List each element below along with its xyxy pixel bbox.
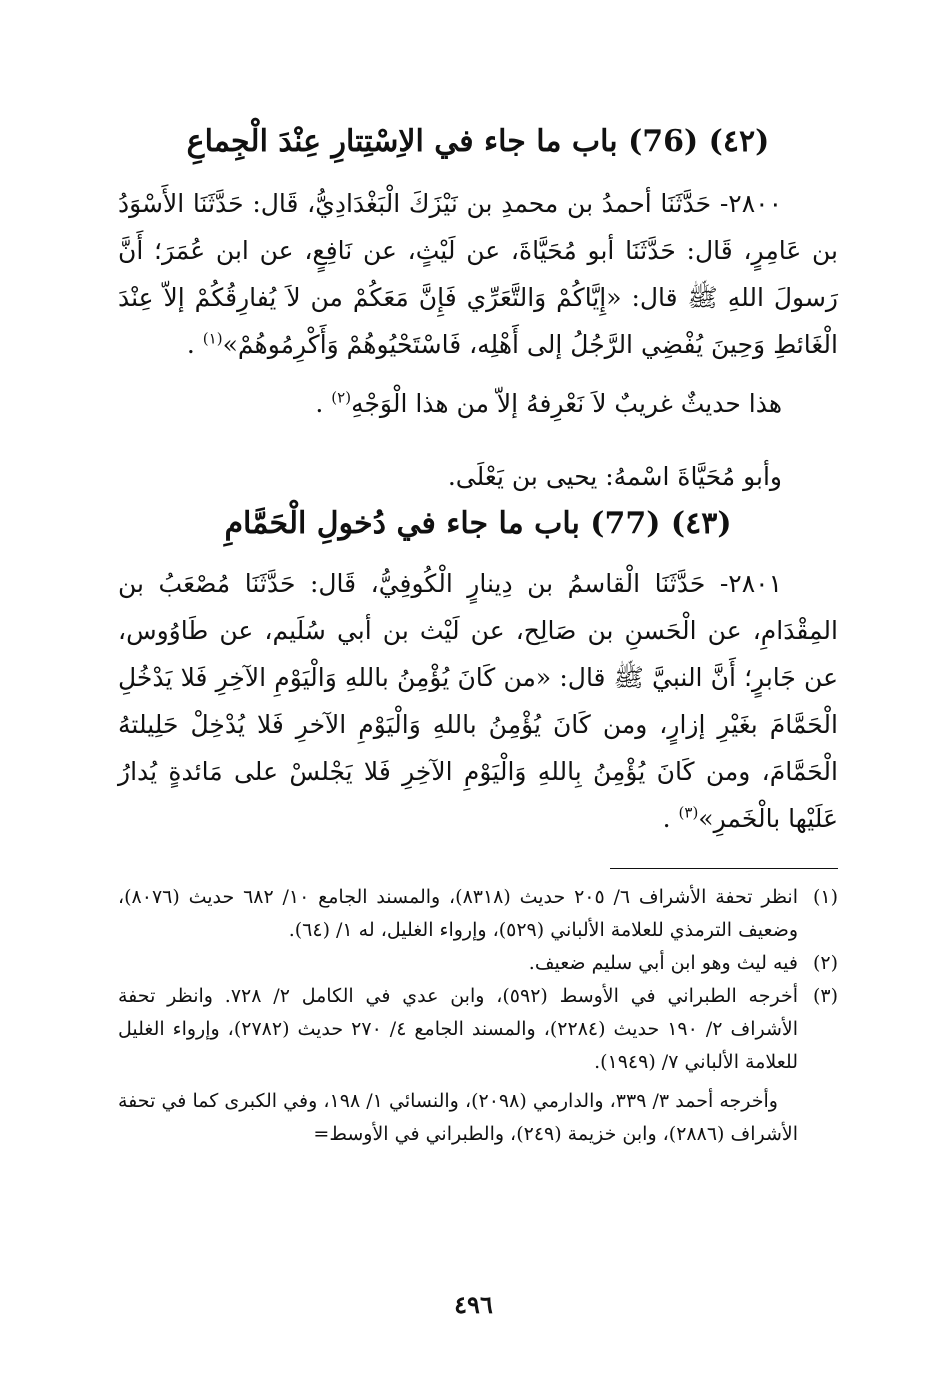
footnote-number: (٢) (812, 952, 838, 974)
footnote-text: انظر تحفة الأشراف ٦/ ٢٠٥ حديث (٨٣١٨)، والمسند الجامع ١٠/ ٦٨٢ حديث (٨٠٧٦)، وضعيف الترمذي للعلامة الألباني (٥٢٩)، وإرواء الغليل، له ١/ (٦٤). (118, 886, 799, 941)
chapter-heading-76: (٤٢) (76) باب ما جاء في الاِسْتِتارِ عِنْدَ الْجِماعِ (186, 124, 770, 159)
footnote-ref-1[interactable]: (١) (202, 329, 223, 348)
footnote-divider (610, 868, 838, 869)
footnote-ref-3[interactable]: (٣) (678, 803, 699, 822)
footnote-3 (118, 980, 838, 1079)
hadith-2800: ٢٨٠٠- حَدَّثَنَا أحمدُ بن محمدِ بن نَيْزَكَ الْبَغْدَادِيُّ، قَال: حَدَّثَنَا الأَسْوَدُ بن عَامِرٍ، قَال: حَدَّثَنَا أبو مُحَيَّاةَ، عن لَيْثٍ، عن نَافِعٍ، عن ابن عُمَرَ؛ أَنَّ رَسولَ اللهِ ﷺ قال: «إِيَّاكُمْ وَالتَّعَرِّي فَإِنَّ مَعَكُمْ من لاَ يُفارِقُكُمْ إلاّ عِنْدَ الْغَائطِ وَحِينَ يُفْضِي الرَّجُلُ إلى أَهْلِه، فَاسْتَحْيُوهُمْ وَأَكْرِمُوهُمْ»$^{(١)}$ . (118, 189, 838, 359)
chapter-heading-77: (٤٣) (77) باب ما جاء في دُخولِ الْحَمَّامِ (224, 506, 732, 541)
hadith-2801: ٢٨٠١- حَدَّثَنَا الْقاسمُ بن دِينارٍ الْكُوفِيُّ، قَال: حَدَّثَنَا مُصْعَبُ بن المِقْدَامِ، عن الْحَسنِ بن صَالِح، عن لَيْث بن أبي سُلَيم، عن طَاوُوس، عن جَابرٍ؛ أَنَّ النبيَّ ﷺ قال: «من كَانَ يُؤْمِنُ باللهِ وَالْيَوْمِ الآخِرِ فَلا يَدْخُلِ الْحَمَّامَ بغَيْرِ إزارٍ، ومن كَانَ يُؤْمِنُ باللهِ وَالْيَوْمِ الآخرِ فَلا يُدْخِلْ حَلِيلتهُ الْحَمَّامَ، ومن كَانَ يُؤْمِنُ بِاللهِ وَالْيَوْمِ الآخِرِ فَلا يَجْلسْ على مَائدةٍ يُدارُ عَلَيْها بالْخَمرِ»$^{(٣)}$ . (118, 569, 838, 833)
footnote-3-continuation: وأخرجه أحمد ٣/ ٣٣٩، والدارمي (٢٠٩٨)، والنسائي ١/ ١٩٨، وفي الكبرى كما في تحفة الأشراف (٢٨٨٦)، وابن خزيمة (٢٤٩)، والطبراني في الأوسط= (118, 1090, 798, 1145)
footnote-2 (118, 947, 838, 980)
narrator-name-note: وأبو مُحَيَّاةَ اسْمهُ: يحيى بن يَعْلَى. (447, 462, 782, 491)
footnote-number: (٣) (812, 985, 838, 1007)
page-body (118, 120, 838, 1151)
hadith-grade: هذا حديثٌ غريبٌ لاَ نَعْرِفهُ إلاّ من هذا الْوَجْهِ$^{(٢)}$ . (315, 388, 782, 418)
page-number: ٤٩٦ (454, 1290, 493, 1319)
footnote-ref-2[interactable]: (٢) (331, 388, 352, 407)
hadith-2801-text: ٢٨٠١- حَدَّثَنَا الْقاسمُ بن دِينارٍ الْكُوفِيُّ، قَال: حَدَّثَنَا مُصْعَبُ بن المِقْدَامِ، عن الْحَسنِ بن صَالِح، عن لَيْث بن أبي سُلَيم، عن طَاوُوس، عن جَابرٍ؛ أَنَّ النبيَّ ﷺ قال: «من كَانَ يُؤْمِنُ باللهِ وَالْيَوْمِ الآخِرِ فَلا يَدْخُلِ الْحَمَّامَ بغَيْرِ إزارٍ، ومن كَانَ يُؤْمِنُ باللهِ وَالْيَوْمِ الآخرِ فَلا يُدْخِلْ حَلِيلتهُ الْحَمَّامَ، ومن كَانَ يُؤْمِنُ بِاللهِ وَالْيَوْمِ الآخِرِ فَلا يَجْلسْ على مَائدةٍ يُدارُ عَلَيْها بالْخَمرِ» (118, 569, 838, 833)
hadith-2800-text: ٢٨٠٠- حَدَّثَنَا أحمدُ بن محمدِ بن نَيْزَكَ الْبَغْدَادِيُّ، قَال: حَدَّثَنَا الأَسْوَدُ بن عَامِرٍ، قَال: حَدَّثَنَا أبو مُحَيَّاةَ، عن لَيْثٍ، عن نَافِعٍ، عن ابن عُمَرَ؛ أَنَّ رَسولَ اللهِ ﷺ قال: «إِيَّاكُمْ وَالتَّعَرِّي فَإِنَّ مَعَكُمْ من لاَ يُفارِقُكُمْ إلاّ عِنْدَ الْغَائطِ وَحِينَ يُفْضِي الرَّجُلُ إلى أَهْلِه، فَاسْتَحْيُوهُمْ وَأَكْرِمُوهُمْ» (118, 189, 838, 359)
footnote-text: فيه ليث وهو ابن أبي سليم ضعيف. (528, 952, 798, 974)
hadith-grade-text: هذا حديثٌ غريبٌ لاَ نَعْرِفهُ إلاّ من هذا الْوَجْهِ (351, 389, 782, 418)
footnote-number: (١) (812, 886, 838, 908)
footnote-text: أخرجه الطبراني في الأوسط (٥٩٢)، وابن عدي في الكامل ٢/ ٧٢٨. وانظر تحفة الأشراف ٢/ ١٩٠ حديث (٢٢٨٤)، والمسند الجامع ٤/ ٢٧٠ حديث (٢٧٨٢)، وإرواء الغليل للعلامة الألباني ٧/ (١٩٤٩). (118, 985, 798, 1073)
footnote-1 (118, 881, 838, 947)
